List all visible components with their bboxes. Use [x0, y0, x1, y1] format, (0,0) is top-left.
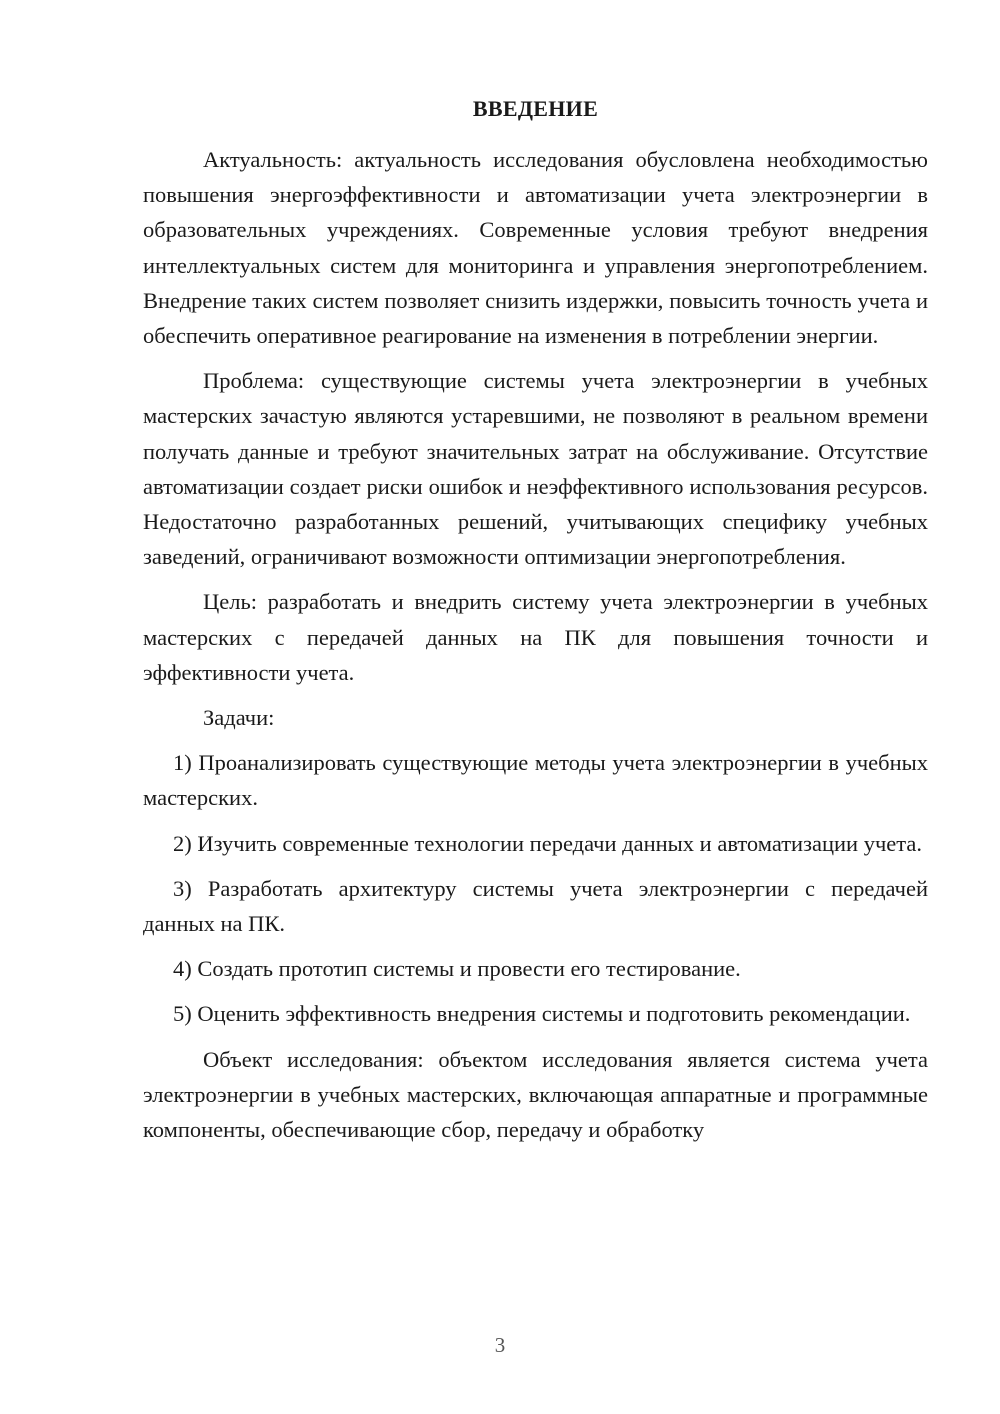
- task-item-2: 2) Изучить современные технологии передачи данных и автоматизации учета.: [173, 830, 922, 856]
- paragraph-object: Объект исследования: объектом исследования является система учета электроэнергии в учебных мастерских, включающая аппаратные и программные компоненты, обеспечивающие сбор, передачу и обработку: [143, 1046, 928, 1143]
- paragraph-tasks-label: Задачи:: [203, 705, 275, 731]
- task-item-3: 3) Разработать архитектуру системы учета электроэнергии с передачей данных на ПК.: [143, 875, 928, 937]
- paragraph-problem: Проблема: существующие системы учета электроэнергии в учебных мастерских зачастую являются устаревшими, не позволяют в реальном времени получать данные и требуют значительных затрат на обслуживание. Отсутствие автоматизации создает риски ошибок и неэффективного использования ресурсов. Недостаточно разработанных решений, учитывающих специфику учебных заведений, ограничивают возможности оптимизации энергопотребления.: [143, 368, 928, 570]
- section-heading: ВВЕДЕНИЕ: [472, 96, 599, 121]
- task-item-4: 4) Создать прототип системы и провести его тестирование.: [173, 956, 741, 982]
- page-number: 3: [494, 1333, 506, 1357]
- task-item-1: 1) Проанализировать существующие методы учета электроэнергии в учебных мастерских.: [143, 750, 928, 811]
- paragraph-relevance: Актуальность: актуальность исследования обусловлена необходимостью повышения энергоэффективности и автоматизации учета электроэнергии в образовательных учреждениях. Современные условия требуют внедрения интеллектуальных систем для мониторинга и управления энергопотреблением. Внедрение таких систем позволяет снизить издержки, повысить точность учета и обеспечить оперативное реагирование на изменения в потреблении энергии.: [143, 147, 928, 349]
- paragraph-goal: Цель: разработать и внедрить систему учета электроэнергии в учебных мастерских с передачей данных на ПК для повышения точности и эффективности учета.: [143, 589, 928, 685]
- body-text: [143, 142, 928, 1147]
- task-item-5: 5) Оценить эффективность внедрения системы и подготовить рекомендации.: [173, 1001, 911, 1027]
